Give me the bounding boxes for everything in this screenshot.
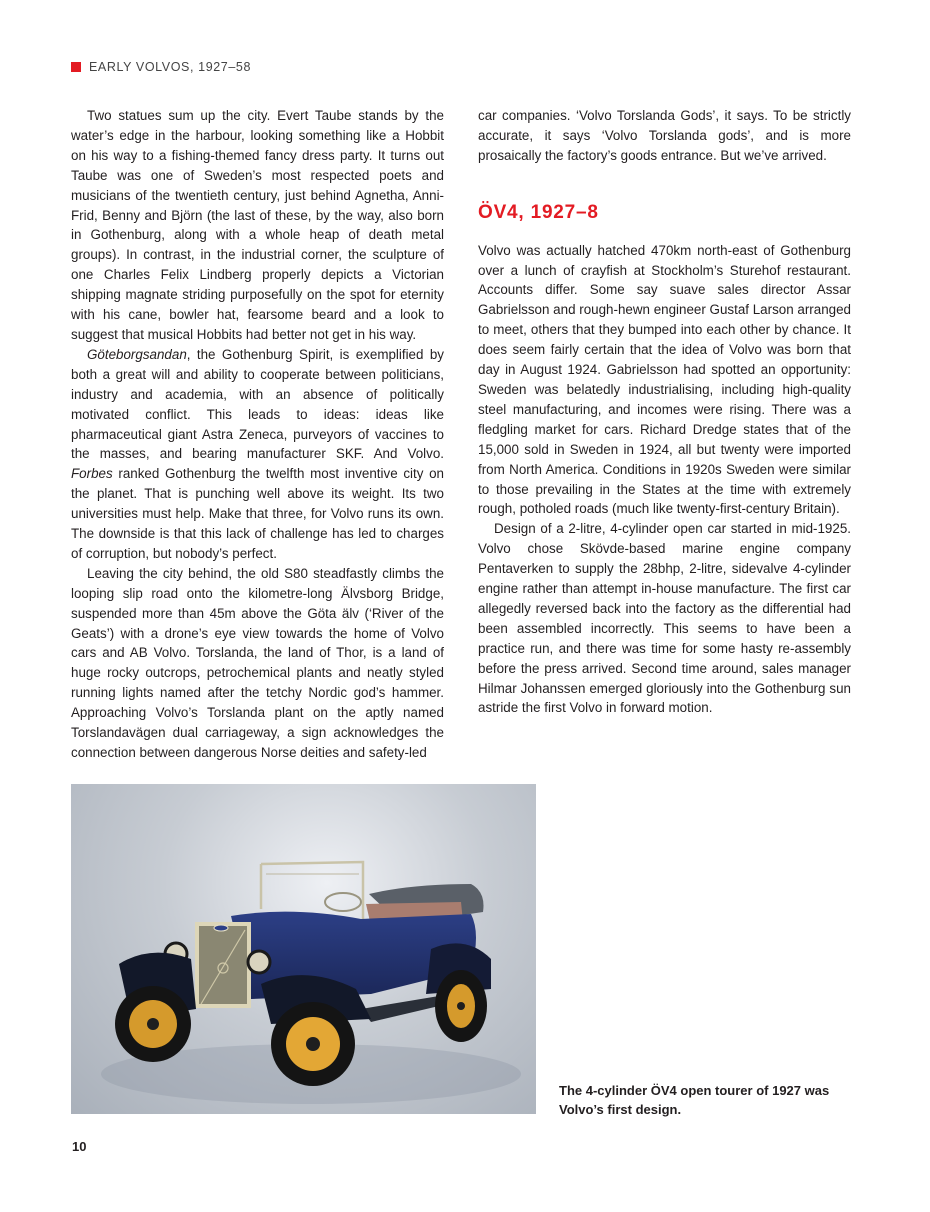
continued-paragraph: car companies. ‘Volvo Torslanda Gods’, it says. To be strictly accurate, it says ‘Volvo Torslanda gods’, and is more prosaically the factory’s goods entrance. But we’ve arrived. <box>478 108 851 163</box>
body-paragraph: Volvo was actually hatched 470km north-east of Gothenburg over a lunch of crayfish at Stockholm’s Sturehof restaurant. Accounts differ. Some say suave sales director Assar Gabrielsson and rough-hewn engineer Gustaf Larson arranged to meet, others that they bumped into each other by chance. It does seem fairly certain that the idea of Volvo was born that day in August 1924. Gabrielsson had spotted an opportunity: Sweden was belatedly industrialising, including high-quality steel manufacturing, and incomes were rising. There was a fledgling market for cars. Richard Dredge states that of the 15,000 sold in Sweden in 1924, all but twenty were imported from North America. Conditions in 1920s Sweden were similar to those prevailing in the States at the time with extremely rough, potholed roads (much like twenty-first-century Britain). <box>478 242 851 517</box>
italic-term: Forbes <box>71 466 113 482</box>
rear-wheel <box>435 970 487 1042</box>
figure-caption: The 4-cylinder ÖV4 open tourer of 1927 was Volvo’s first design. <box>559 1083 830 1117</box>
volvo-ov4-illustration <box>71 784 536 1114</box>
body-paragraph: Design of a 2-litre, 4-cylinder open car started in mid-1925. Volvo chose Skövde-based marine engine company Pentaverken to supply the 28bhp, 2-litre, sidevalve 4-cylinder engine rather than attempt in-house manufacture. The first car allegedly reversed back into the factory as the differential had been assembled incorrectly. This seems to have been a practice run, and there was time for some hasty re-assembly before the press arrived. Second time around, sales manager Hilmar Johanssen emerged gloriously into the Gothenburg sun astride the first Volvo in forward motion. <box>478 521 851 716</box>
car-photo <box>71 784 536 1114</box>
right-column <box>478 106 851 718</box>
body-paragraph <box>71 345 444 564</box>
body-paragraph <box>71 106 444 345</box>
right-headlamp <box>248 951 270 973</box>
paragraph-text: Leaving the city behind, the old S80 steadfastly climbs the looping slip road onto the kilometre-long Älvsborg Bridge, suspended more than 45m above the Göta älv (‘River of the Geats’) with a drone’s eye view towards the home of Volvo cars and AB Volvo. Torslanda, the land of Thor, is a land of huge rocky outcrops, petrochemical plants and neatly styled running lights named after the tetchy Nordic god’s hammer. Approaching Volvo’s Torslanda plant on the aptly named Torslandavägen dual carriageway, a sign acknowledges the connection between dangerous Norse deities and safety-led <box>71 565 444 760</box>
italic-term: Göteborgsandan <box>87 346 187 362</box>
steering-wheel <box>325 893 361 911</box>
running-head-label: EARLY VOLVOS, 1927–58 <box>89 60 252 74</box>
paragraph-text: , the Gothenburg Spirit, is exemplified by both a great will and ability to cooperate between politicians, industry and academia, with an absence of politically motivated conflict. This leads to ideas: ideas like pharmaceutical giant Astra Zeneca, purveyors of vaccines to the masses, and bearing manufacturer SKF. And Volvo. <box>71 346 444 462</box>
body-paragraph <box>71 564 444 763</box>
section-heading: ÖV4, 1927–8 <box>478 201 599 223</box>
left-column <box>71 106 444 763</box>
front-left-wheel <box>115 986 191 1062</box>
paragraph-text: Two statues sum up the city. Evert Taube stands by the water’s edge in the harbour, looking something like a Hobbit on his way to a fishing-themed fancy dress party. It turns out Taube was one of Sweden’s most respected poets and musicians of the twentieth century, just behind Agnetha, Anni-Frid, Benny and Björn (the last of these, by the way, also born in Gothenburg, along with a whole heap of death metal groups). In contrast, in the industrial corner, the sculpture of one Charles Felix Lindberg properly depicts a Victorian shipping magnate striding purposefully on the spot for eternity with his cane, bowler hat, fearsome beard and a look to suggest that musical Hobbits had better not get in his way. <box>71 108 444 342</box>
running-head <box>71 60 251 74</box>
paragraph-text: ranked Gothenburg the twelfth most inventive city on the planet. That is punching well above its weight. Its two universities must help. Make that three, for Volvo runs its own. The downside is that this lack of challenge has led to charges of corruption, but nobody’s perfect. <box>71 466 444 561</box>
badge <box>214 925 228 931</box>
front-right-wheel <box>271 1002 355 1086</box>
page-number: 10 <box>72 1139 87 1154</box>
section-marker-square <box>71 62 81 72</box>
